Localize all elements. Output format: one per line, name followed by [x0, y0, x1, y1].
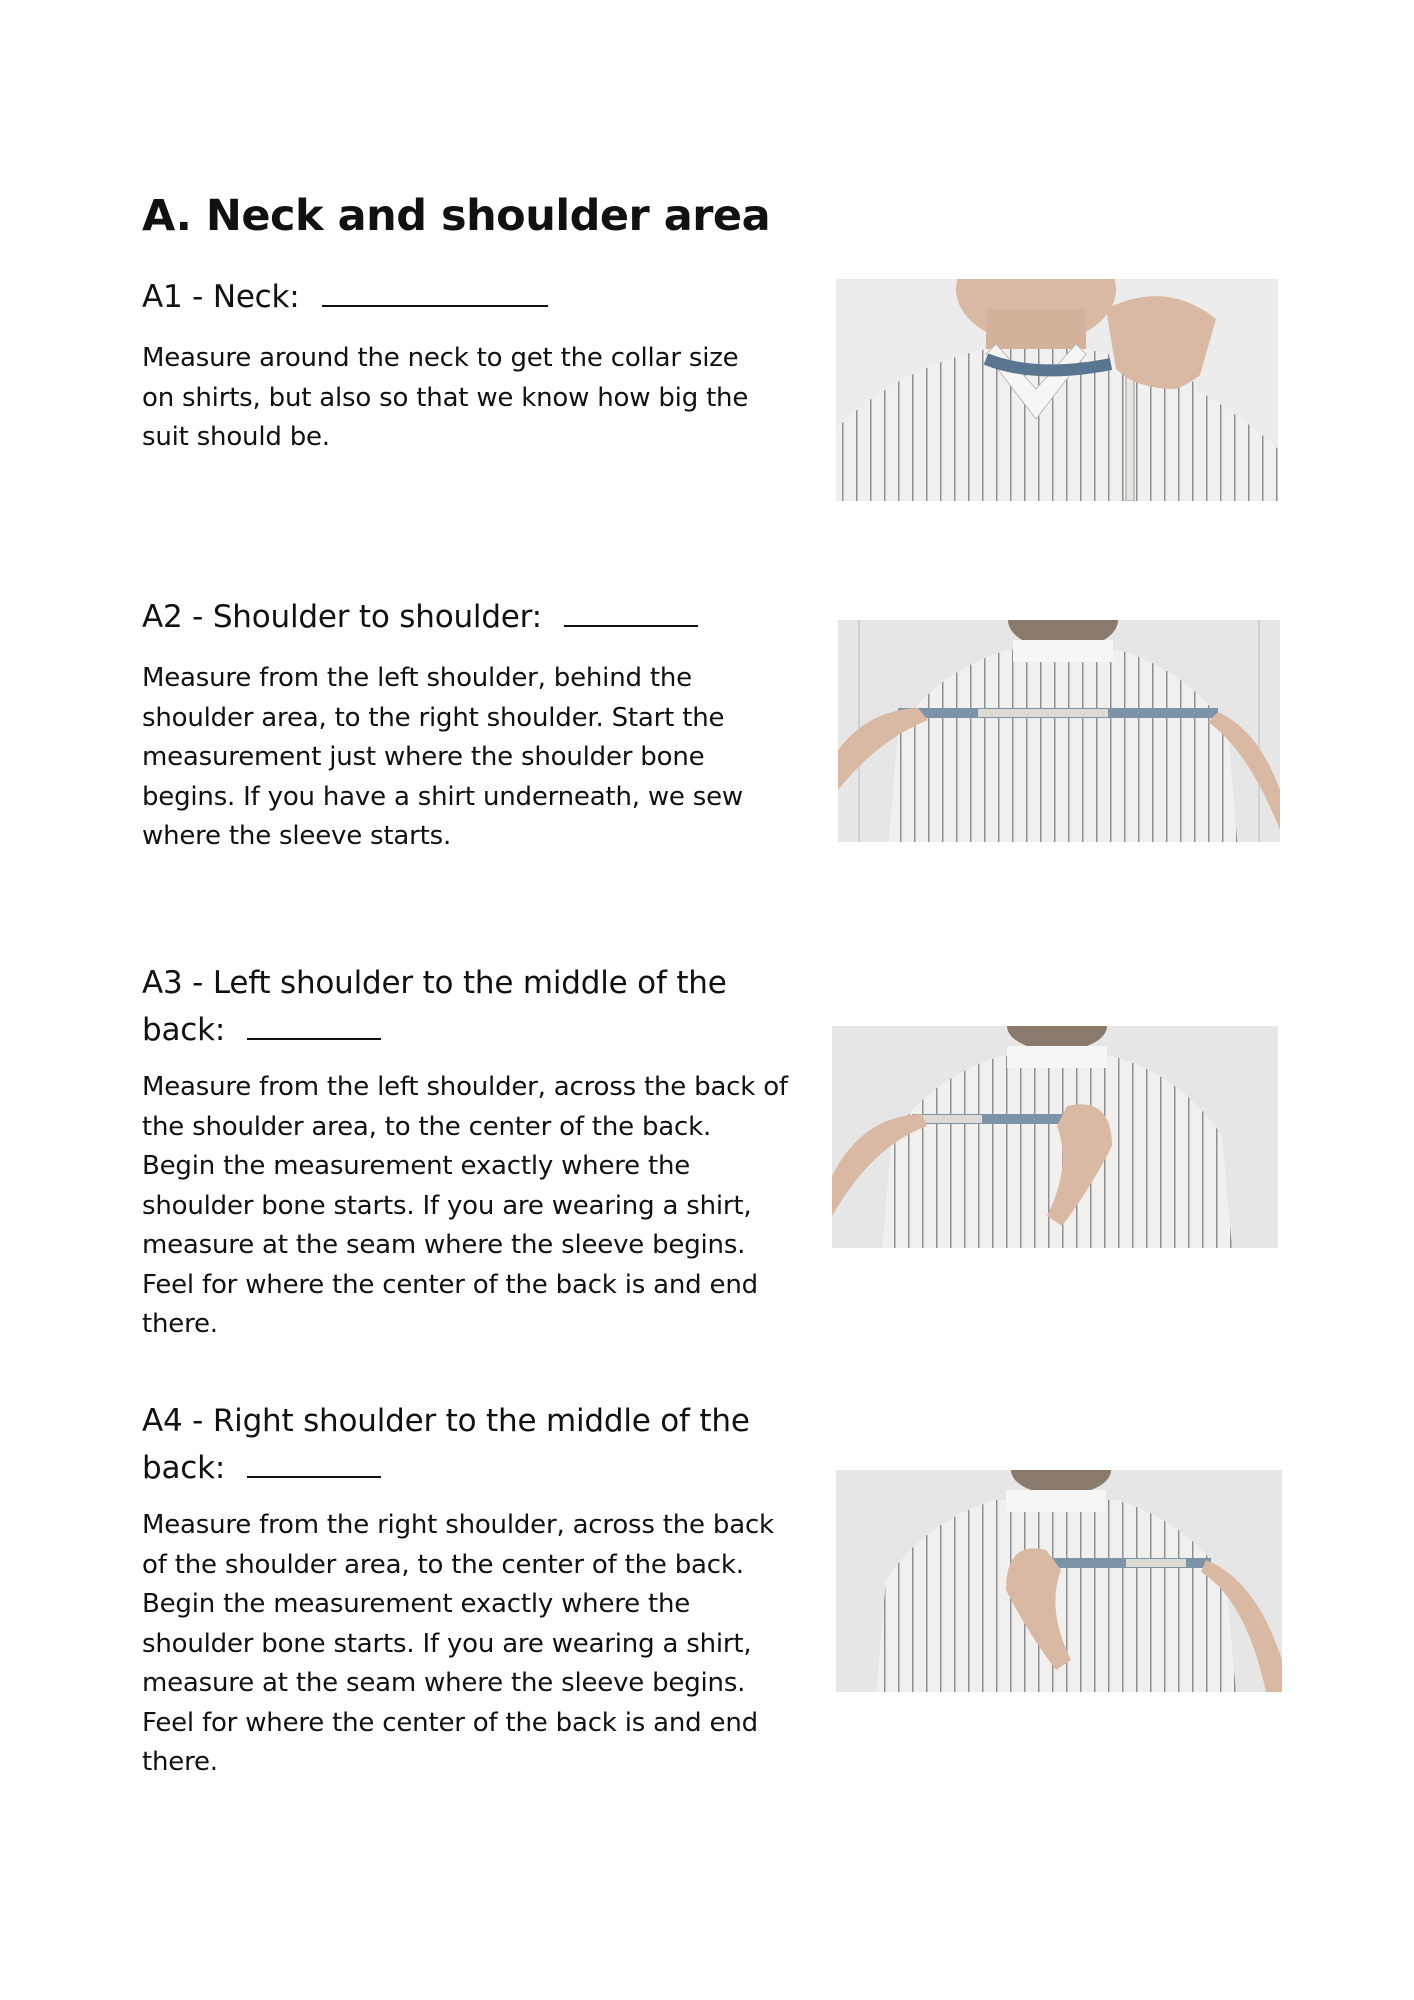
answer-blank-neck[interactable]	[322, 275, 548, 307]
answer-blank-shoulder-to-shoulder[interactable]	[564, 595, 698, 627]
section-description: Measure from the left shoulder, behind the shoulder area, to the right shoulder. Start the measurement just where the shoulder bone begins. If you have a shirt underneath, we sew where the sleeve starts.	[142, 663, 743, 851]
section-heading	[142, 1398, 792, 1492]
heading-text: back:	[142, 1012, 226, 1048]
section-description: Measure around the neck to get the collar size on shirts, but also so that we know how big the suit should be.	[142, 343, 749, 452]
left-shoulder-photo	[832, 1026, 1278, 1248]
section-a3	[142, 960, 792, 1345]
page-title: A. Neck and shoulder area	[142, 191, 771, 241]
right-shoulder-photo	[836, 1470, 1282, 1692]
section-a1	[142, 274, 792, 458]
heading-text: A4 - Right shoulder to the middle of the	[142, 1403, 750, 1439]
heading-text: A1 - Neck:	[142, 279, 300, 315]
answer-blank-right-shoulder[interactable]	[247, 1446, 381, 1478]
shoulder-to-shoulder-photo	[838, 620, 1280, 842]
section-description: Measure from the right shoulder, across the back of the shoulder area, to the center of the back. Begin the measurement exactly where the shoulder bone starts. If you are wearing a shirt, measure at the seam where the sleeve begins. Feel for where the center of the back is and end there.	[142, 1510, 774, 1777]
neck-measurement-photo	[836, 279, 1278, 501]
heading-text: back:	[142, 1450, 226, 1486]
heading-text: A2 - Shoulder to shoulder:	[142, 599, 542, 635]
heading-text: A3 - Left shoulder to the middle of the	[142, 965, 727, 1001]
section-heading	[142, 960, 792, 1054]
section-heading	[142, 274, 792, 321]
section-a2	[142, 594, 792, 857]
section-a4	[142, 1398, 792, 1783]
section-heading	[142, 594, 792, 641]
answer-blank-left-shoulder[interactable]	[247, 1008, 381, 1040]
section-description: Measure from the left shoulder, across the back of the shoulder area, to the center of the back. Begin the measurement exactly where the shoulder bone starts. If you are wearing a shirt, measure at the seam where the sleeve begins. Feel for where the center of the back is and end there.	[142, 1072, 788, 1339]
